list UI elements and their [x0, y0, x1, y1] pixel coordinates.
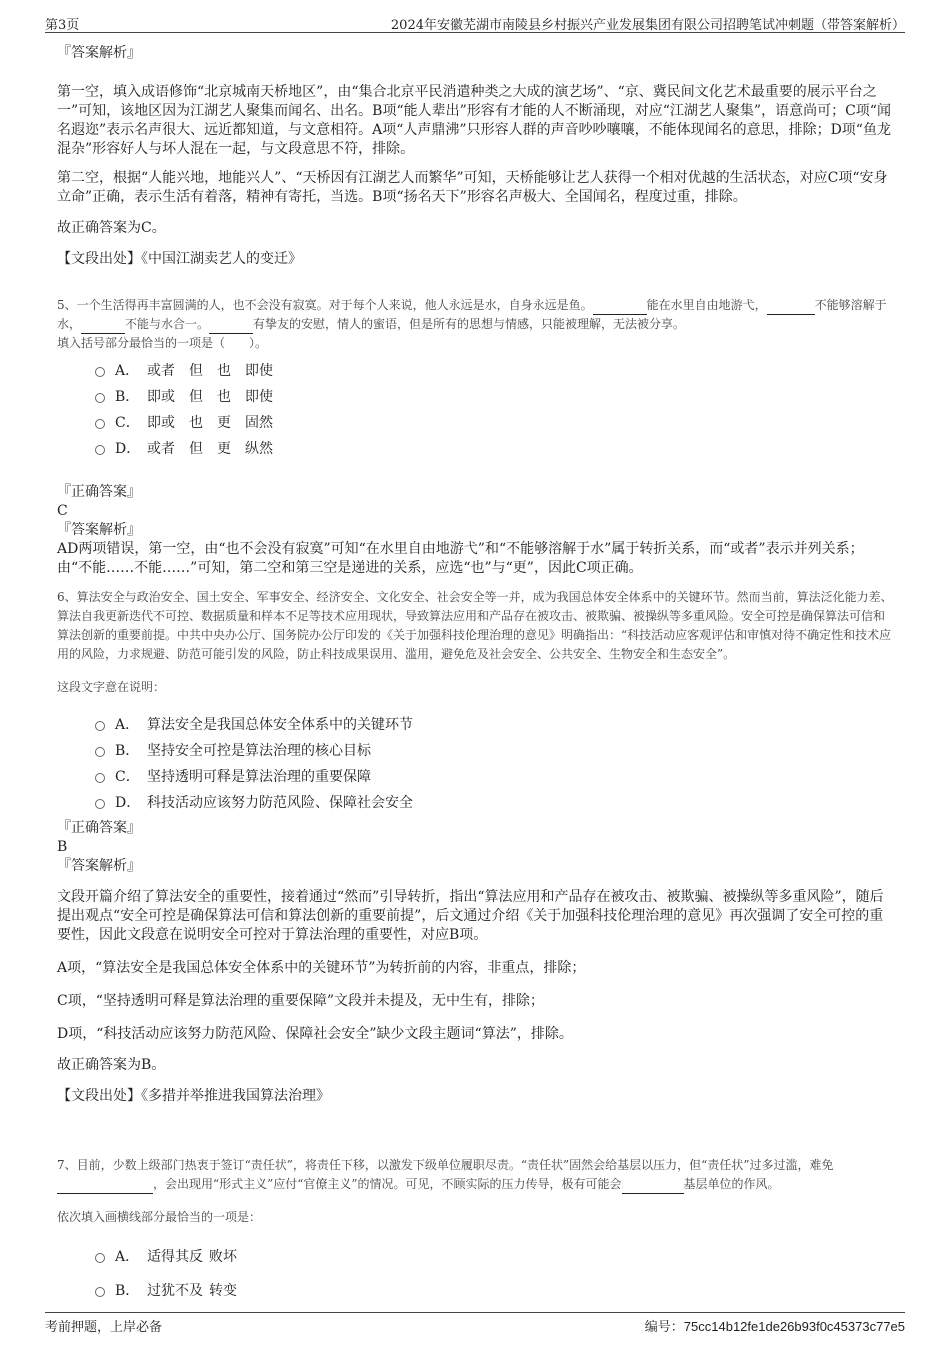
page-number: 第3页: [45, 18, 80, 33]
q6-source: 【文段出处】《多措并举推进我国算法治理》: [57, 1088, 330, 1104]
q6-correct-tag: 『正确答案』: [57, 820, 141, 836]
q6-answer: B: [57, 839, 68, 855]
q5-analysis-tag: 『答案解析』: [57, 522, 141, 538]
radio-icon[interactable]: [95, 799, 105, 809]
q4-analysis-para2: 第二空，根据“人能兴地，地能兴人”、“天桥因有江湖艺人而繁华”可知，天桥能够让艺人获得一个相对优越的生活状态，对应C项“安身立命”正确，表示生活有着落，精神有寄托，当选。B项“扬名天下”形容名声极大、全国闻名，程度过重，排除。: [57, 170, 888, 205]
radio-icon[interactable]: [95, 747, 105, 757]
q6-stem: 6、算法安全与政治安全、国土安全、军事安全、经济安全、文化安全、社会安全等一并，成为我国总体安全体系中的关键环节。然而当前，算法泛化能力差、算法自我更新迭代不可控、数据质量和样本不足等技术应用现状，导致算法应用和产品存在被攻击、被欺骗、被操纵等多重风险。安全可控是确保算法可信和算法创新的重要前提。中共中央办公厅、国务院办公厅印发的《关于加强科技伦理治理的意见》明确指出：“科技活动应客观评估和审慎对待不确定性和技术应用的风险，力求规避、防范可能引发的风险，防止科技成果误用、滥用，避免危及社会安全、公共安全、生物安全和生态安全”。: [57, 590, 893, 661]
document-code: 编号：75cc14b12fe1de26b93f0c45373c77e5: [644, 1319, 905, 1335]
footer-slogan: 考前押题，上岸必备: [45, 1320, 163, 1335]
q7-section: [57, 1156, 895, 1307]
q6-option-a[interactable]: A． 算法安全是我国总体安全体系中的关键环节: [95, 711, 895, 737]
page-header: [45, 10, 905, 33]
q5-prompt: 填入括号部分最恰当的一项是（ ）。: [57, 336, 268, 350]
q5-answer: C: [57, 503, 68, 519]
q7-stem: 7、目前，少数上级部门热衷于签订“责任状”，将责任下移，以激发下级单位履职尽责。“责任状”固然会给基层以压力，但“责任状”过多过滥，难免，会出现用“形式主义”应付“官僚主义”的情况。可见，不顾实际的压力传导，极有可能会 基层单位的作风。: [57, 1156, 895, 1194]
q6-analysis-para4: D项，“科技活动应该努力防范风险、保障社会安全”缺少文段主题词“算法”，排除。: [57, 1026, 573, 1042]
q5-option-c[interactable]: C． 即或 也 更 固然: [95, 409, 895, 435]
radio-icon[interactable]: [95, 419, 105, 429]
q5-correct-tag: 『正确答案』: [57, 484, 141, 500]
q4-section: [57, 44, 895, 269]
q7-option-a[interactable]: A． 适得其反 败坏: [95, 1239, 895, 1273]
q6-section: [57, 588, 895, 1106]
radio-icon[interactable]: [95, 393, 105, 403]
q5-section: [57, 296, 895, 578]
q5-option-a[interactable]: A． 或者 但 也 即使: [95, 357, 895, 383]
radio-icon[interactable]: [95, 1287, 105, 1297]
q6-prompt: 这段文字意在说明：: [57, 680, 166, 694]
q6-option-d[interactable]: D． 科技活动应该努力防范风险、保障社会安全: [95, 789, 895, 815]
q5-analysis: AD两项错误，第一空，由“也不会没有寂寞”可知“在水里自由地游弋”和“不能够溶解于水”属于转折关系，而“或者”表示并列关系；由“不能……不能……”可知，第二空和第三空是递进的关系，应选“也”与“更”，因此C项正确。: [57, 541, 864, 576]
q4-source: 【文段出处】《中国江湖卖艺人的变迁》: [57, 251, 302, 267]
q5-option-d[interactable]: D． 或者 但 更 纵然: [95, 435, 895, 461]
radio-icon[interactable]: [95, 367, 105, 377]
q4-conclusion: 故正确答案为C。: [57, 220, 166, 236]
radio-icon[interactable]: [95, 445, 105, 455]
radio-icon[interactable]: [95, 721, 105, 731]
q6-option-c[interactable]: C． 坚持透明可释是算法治理的重要保障: [95, 763, 895, 789]
q6-analysis-para2: A项，“算法安全是我国总体安全体系中的关键环节”为转折前的内容，非重点，排除；: [57, 960, 586, 976]
q7-prompt: 依次填入画横线部分最恰当的一项是：: [57, 1210, 262, 1224]
q6-analysis-para3: C项，“坚持透明可释是算法治理的重要保障”文段并未提及，无中生有，排除；: [57, 993, 545, 1009]
q5-stem: 5、一个生活得再丰富圆满的人，也不会没有寂寞。对于每个人来说，他人永远是水，自身永远是鱼。 能在水里自由地游弋， 不能够溶解于水， 不能与水合一。 有挚友的安慰，情人的蜜语，但是所有的思想与情感，只能被理解，无法被分享。: [57, 296, 895, 334]
q6-option-b[interactable]: B． 坚持安全可控是算法治理的核心目标: [95, 737, 895, 763]
radio-icon[interactable]: [95, 773, 105, 783]
q4-analysis-tag: 『答案解析』: [57, 45, 141, 61]
page-footer: [45, 1312, 905, 1335]
q6-analysis-para1: 文段开篇介绍了算法安全的重要性，接着通过“然而”引导转折，指出“算法应用和产品存在被攻击、被欺骗、被操纵等多重风险”，随后提出观点“安全可控是确保算法可信和算法创新的重要前提”，后文通过介绍《关于加强科技伦理治理的意见》再次强调了安全可控的重要性，因此文段意在说明安全可控对于算法治理的重要性，对应B项。: [57, 889, 884, 943]
q7-option-b[interactable]: B． 过犹不及 转变: [95, 1273, 895, 1307]
radio-icon[interactable]: [95, 1253, 105, 1263]
q6-conclusion: 故正确答案为B。: [57, 1057, 166, 1073]
q6-analysis-tag: 『答案解析』: [57, 858, 141, 874]
q4-analysis-para1: 第一空，填入成语修饰“北京城南天桥地区”，由“集合北京平民消遣种类之大成的演艺场”、“京、冀民间文化艺术最重要的展示平台之一”可知，该地区因为江湖艺人聚集而闻名、出名。B项“能人辈出”形容有才能的人不断涌现，对应“江湖艺人聚集”，语意尚可；C项“闻名遐迩”表示名声很大、远近都知道，与文意相符。A项“人声鼎沸”只形容人群的声音吵吵嚷嚷，不能体现闻名的意思，排除；D项“鱼龙混杂”形容好人与坏人混在一起，与文段意思不符，排除。: [57, 84, 891, 157]
q5-option-b[interactable]: B． 即或 但 也 即使: [95, 383, 895, 409]
document-title: 2024年安徽芜湖市南陵县乡村振兴产业发展集团有限公司招聘笔试冲刺题（带答案解析）: [390, 18, 905, 33]
